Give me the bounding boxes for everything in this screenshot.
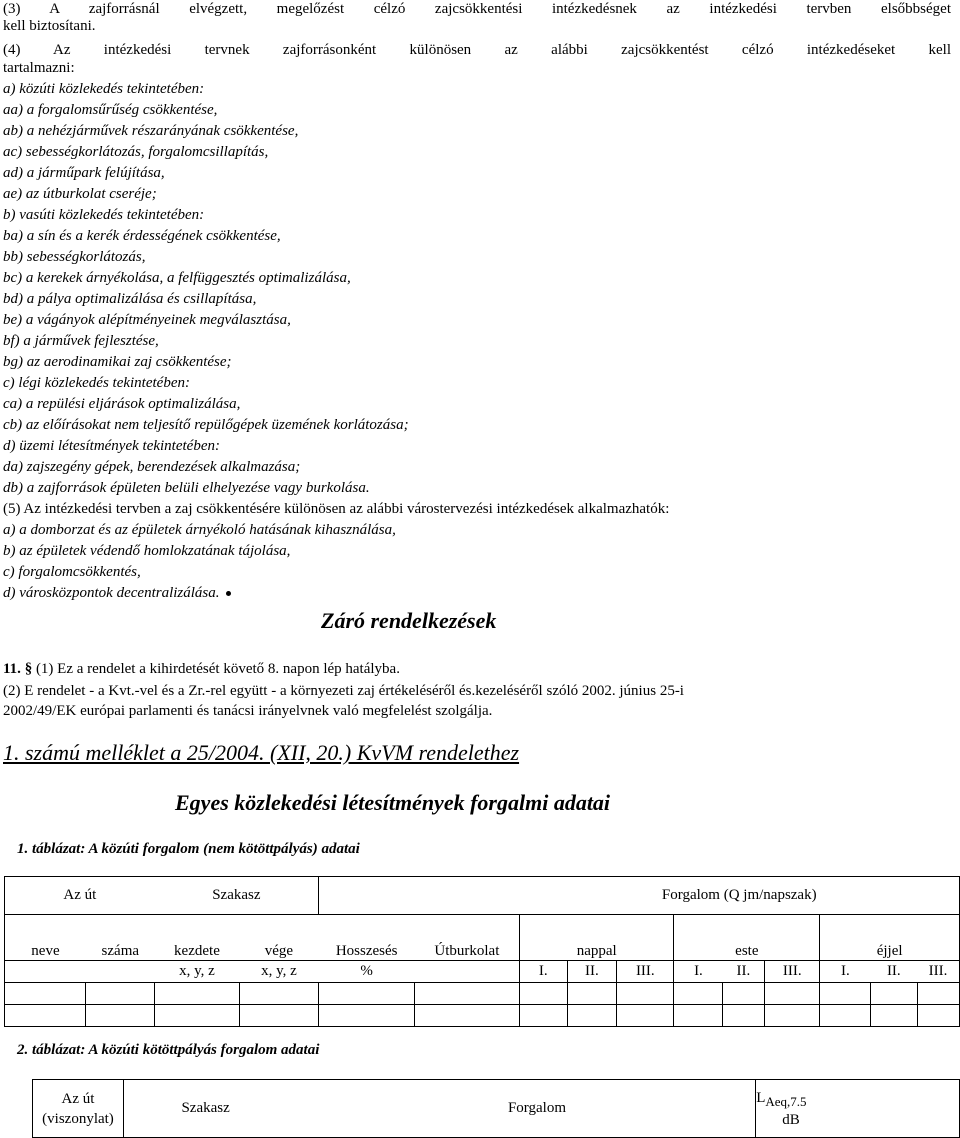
empty-cell xyxy=(617,983,674,1005)
section-title: Záró rendelkezések xyxy=(321,608,497,633)
item-c: c) légi közlekedés tekintetében: xyxy=(3,375,190,391)
item-ae: ae) az útburkolat cseréje; xyxy=(3,186,157,202)
empty-cell xyxy=(917,1005,959,1027)
empty-cell xyxy=(917,983,959,1005)
empty-cell xyxy=(765,1005,820,1027)
roman-cell: II. xyxy=(723,961,765,983)
empty-cell xyxy=(415,1005,520,1027)
item-5d-wrap xyxy=(3,584,231,602)
header-cell: Szakasz xyxy=(155,877,319,915)
header-cell: Hosszesés xyxy=(319,915,415,961)
empty-cell xyxy=(287,1080,437,1138)
table-row xyxy=(33,1080,960,1138)
roman-cell: II. xyxy=(567,961,617,983)
item-ba: ba) a sín és a kerék érdességének csökkentése, xyxy=(3,228,281,244)
empty-cell xyxy=(5,1005,86,1027)
item-5d: d) városközpontok decentralizálása. xyxy=(3,585,220,601)
empty-cell xyxy=(86,961,155,983)
roman-cell: II. xyxy=(871,961,918,983)
item-a: a) közúti közlekedés tekintetében: xyxy=(3,81,205,97)
item-ca: ca) a repülési eljárások optimalizálása, xyxy=(3,396,241,412)
header-cell: neve xyxy=(5,915,86,961)
empty-cell xyxy=(319,983,415,1005)
table-2 xyxy=(32,1079,960,1138)
roman-cell: III. xyxy=(917,961,959,983)
item-5a: a) a domborzat és az épületek árnyékoló hatásának kihasználása, xyxy=(3,522,396,538)
annex-subtitle: Egyes közlekedési létesítmények forgalmi adatai xyxy=(175,790,611,815)
table-row xyxy=(5,1005,960,1027)
empty-cell xyxy=(239,983,318,1005)
final-para-2-line-1: (2) E rendelet - a Kvt.-vel és a Zr.-rel együtt - a környezeti zaj értékeléséről és.kezeléséről szóló 2002. június 25-i xyxy=(3,683,684,699)
header-route-line-2: (viszonylat) xyxy=(42,1110,114,1127)
paragraph-4-line-1: (4) Az intézkedési tervnek zajforrásonként különösen az alábbi zajcsökkentést célzó intézkedéseket kell xyxy=(3,42,951,58)
item-bf: bf) a járművek fejlesztése, xyxy=(3,333,159,349)
header-cell: nappal xyxy=(519,915,673,961)
item-bb: bb) sebességkorlátozás, xyxy=(3,249,146,265)
empty-cell xyxy=(155,983,240,1005)
header-level-unit: dB xyxy=(782,1111,800,1128)
empty-cell xyxy=(239,1005,318,1027)
header-cell-level xyxy=(756,1080,960,1138)
table-1 xyxy=(4,876,960,1027)
empty-cell xyxy=(5,983,86,1005)
item-ad: ad) a járműpark felújítása, xyxy=(3,165,165,181)
empty-cell xyxy=(567,983,617,1005)
item-db: db) a zajforrások épületen belüli elhelyezése vagy burkolása. xyxy=(3,480,370,496)
item-ac: ac) sebességkorlátozás, forgalomcsillapítás, xyxy=(3,144,269,160)
header-cell: Az út xyxy=(5,877,155,915)
empty-cell xyxy=(723,1005,765,1027)
empty-cell xyxy=(319,1005,415,1027)
header-cell: x, y, z xyxy=(239,961,318,983)
final-para-1 xyxy=(3,660,400,678)
empty-cell xyxy=(674,1005,723,1027)
empty-cell xyxy=(519,983,567,1005)
section-number: 11. xyxy=(3,661,21,677)
item-d: d) üzemi létesítmények tekintetében: xyxy=(3,438,220,454)
item-5c: c) forgalomcsökkentés, xyxy=(3,564,141,580)
annex-title: 1. számú melléklet a 25/2004. (XII, 20.) KvVM rendelethez xyxy=(3,740,520,765)
empty-cell xyxy=(567,1005,617,1027)
section-sign: § xyxy=(24,661,33,677)
item-da: da) zajszegény gépek, berendezések alkalmazása; xyxy=(3,459,301,475)
table-row xyxy=(5,877,960,915)
paragraph-3-line-1: (3) A zajforrásnál elvégzett, megelőzést célzó zajcsökkentési intézkedésnek az intézkedési tervben elsőbbséget xyxy=(3,1,951,17)
final-para-1-text: (1) Ez a rendelet a kihirdetését követő 8. napon lép hatályba. xyxy=(35,661,400,677)
item-5b: b) az épületek védendő homlokzatának tájolása, xyxy=(3,543,291,559)
header-cell: száma xyxy=(86,915,155,961)
item-be: be) a vágányok alépítményeinek megválasztása, xyxy=(3,312,291,328)
table-1-caption: 1. táblázat: A közúti forgalom (nem kötöttpályás) adatai xyxy=(17,841,360,857)
final-para-2-line-2: 2002/49/EK európai parlamenti és tanácsi irányelvnek való megfelelést szolgálja. xyxy=(3,703,493,719)
empty-cell xyxy=(617,1005,674,1027)
empty-cell xyxy=(871,1005,918,1027)
empty-cell xyxy=(519,1005,567,1027)
empty-cell xyxy=(820,983,871,1005)
empty-cell xyxy=(723,983,765,1005)
header-cell: x, y, z xyxy=(155,961,240,983)
header-cell: Szakasz xyxy=(123,1080,287,1138)
item-bc: bc) a kerekek árnyékolása, a felfüggesztés optimalizálása, xyxy=(3,270,351,286)
empty-cell xyxy=(871,983,918,1005)
item-bd: bd) a pálya optimalizálása és csillapítása, xyxy=(3,291,257,307)
item-ab: ab) a nehézjárművek részarányának csökkentése, xyxy=(3,123,299,139)
header-level-l: L xyxy=(756,1089,766,1106)
item-cb: cb) az előírásokat nem teljesítő repülőgépek üzemének korlátozása; xyxy=(3,417,409,433)
empty-cell xyxy=(86,983,155,1005)
header-level-sub: Aeq,7.5 xyxy=(765,1093,807,1109)
roman-cell: I. xyxy=(820,961,871,983)
header-cell: vége xyxy=(239,915,318,961)
roman-cell: I. xyxy=(674,961,723,983)
empty-cell xyxy=(765,983,820,1005)
empty-cell xyxy=(86,1005,155,1027)
header-cell: Forgalom xyxy=(437,1080,637,1138)
empty-cell xyxy=(674,983,723,1005)
empty-cell xyxy=(820,1005,871,1027)
header-cell: kezdete xyxy=(155,915,240,961)
item-bg: bg) az aerodinamikai zaj csökkentése; xyxy=(3,354,232,370)
header-route-line-1: Az út xyxy=(61,1090,95,1107)
roman-cell: III. xyxy=(617,961,674,983)
header-cell: éjjel xyxy=(820,915,960,961)
empty-cell xyxy=(155,1005,240,1027)
header-cell xyxy=(319,877,520,915)
bullet-icon xyxy=(226,591,231,596)
item-aa: aa) a forgalomsűrűség csökkentése, xyxy=(3,102,218,118)
item-b: b) vasúti közlekedés tekintetében: xyxy=(3,207,205,223)
header-cell: % xyxy=(319,961,415,983)
roman-cell: III. xyxy=(765,961,820,983)
roman-cell: I. xyxy=(519,961,567,983)
header-cell: Útburkolat xyxy=(415,915,520,961)
empty-cell xyxy=(415,983,520,1005)
paragraph-3-line-2: kell biztosítani. xyxy=(3,18,96,34)
table-row xyxy=(5,961,960,983)
paragraph-4-line-2: tartalmazni: xyxy=(3,60,75,76)
header-cell-route xyxy=(33,1080,124,1138)
header-cell: este xyxy=(674,915,820,961)
empty-cell xyxy=(637,1080,756,1138)
empty-cell xyxy=(415,961,520,983)
paragraph-5: (5) Az intézkedési tervben a zaj csökkentésére különösen az alábbi várostervezési intézkedések alkalmazhatók: xyxy=(3,501,670,517)
table-2-caption: 2. táblázat: A közúti kötöttpályás forgalom adatai xyxy=(17,1042,320,1058)
header-cell: Forgalom (Q jm/napszak) xyxy=(519,877,959,915)
table-row xyxy=(5,983,960,1005)
table-row xyxy=(5,915,960,961)
empty-cell xyxy=(5,961,86,983)
